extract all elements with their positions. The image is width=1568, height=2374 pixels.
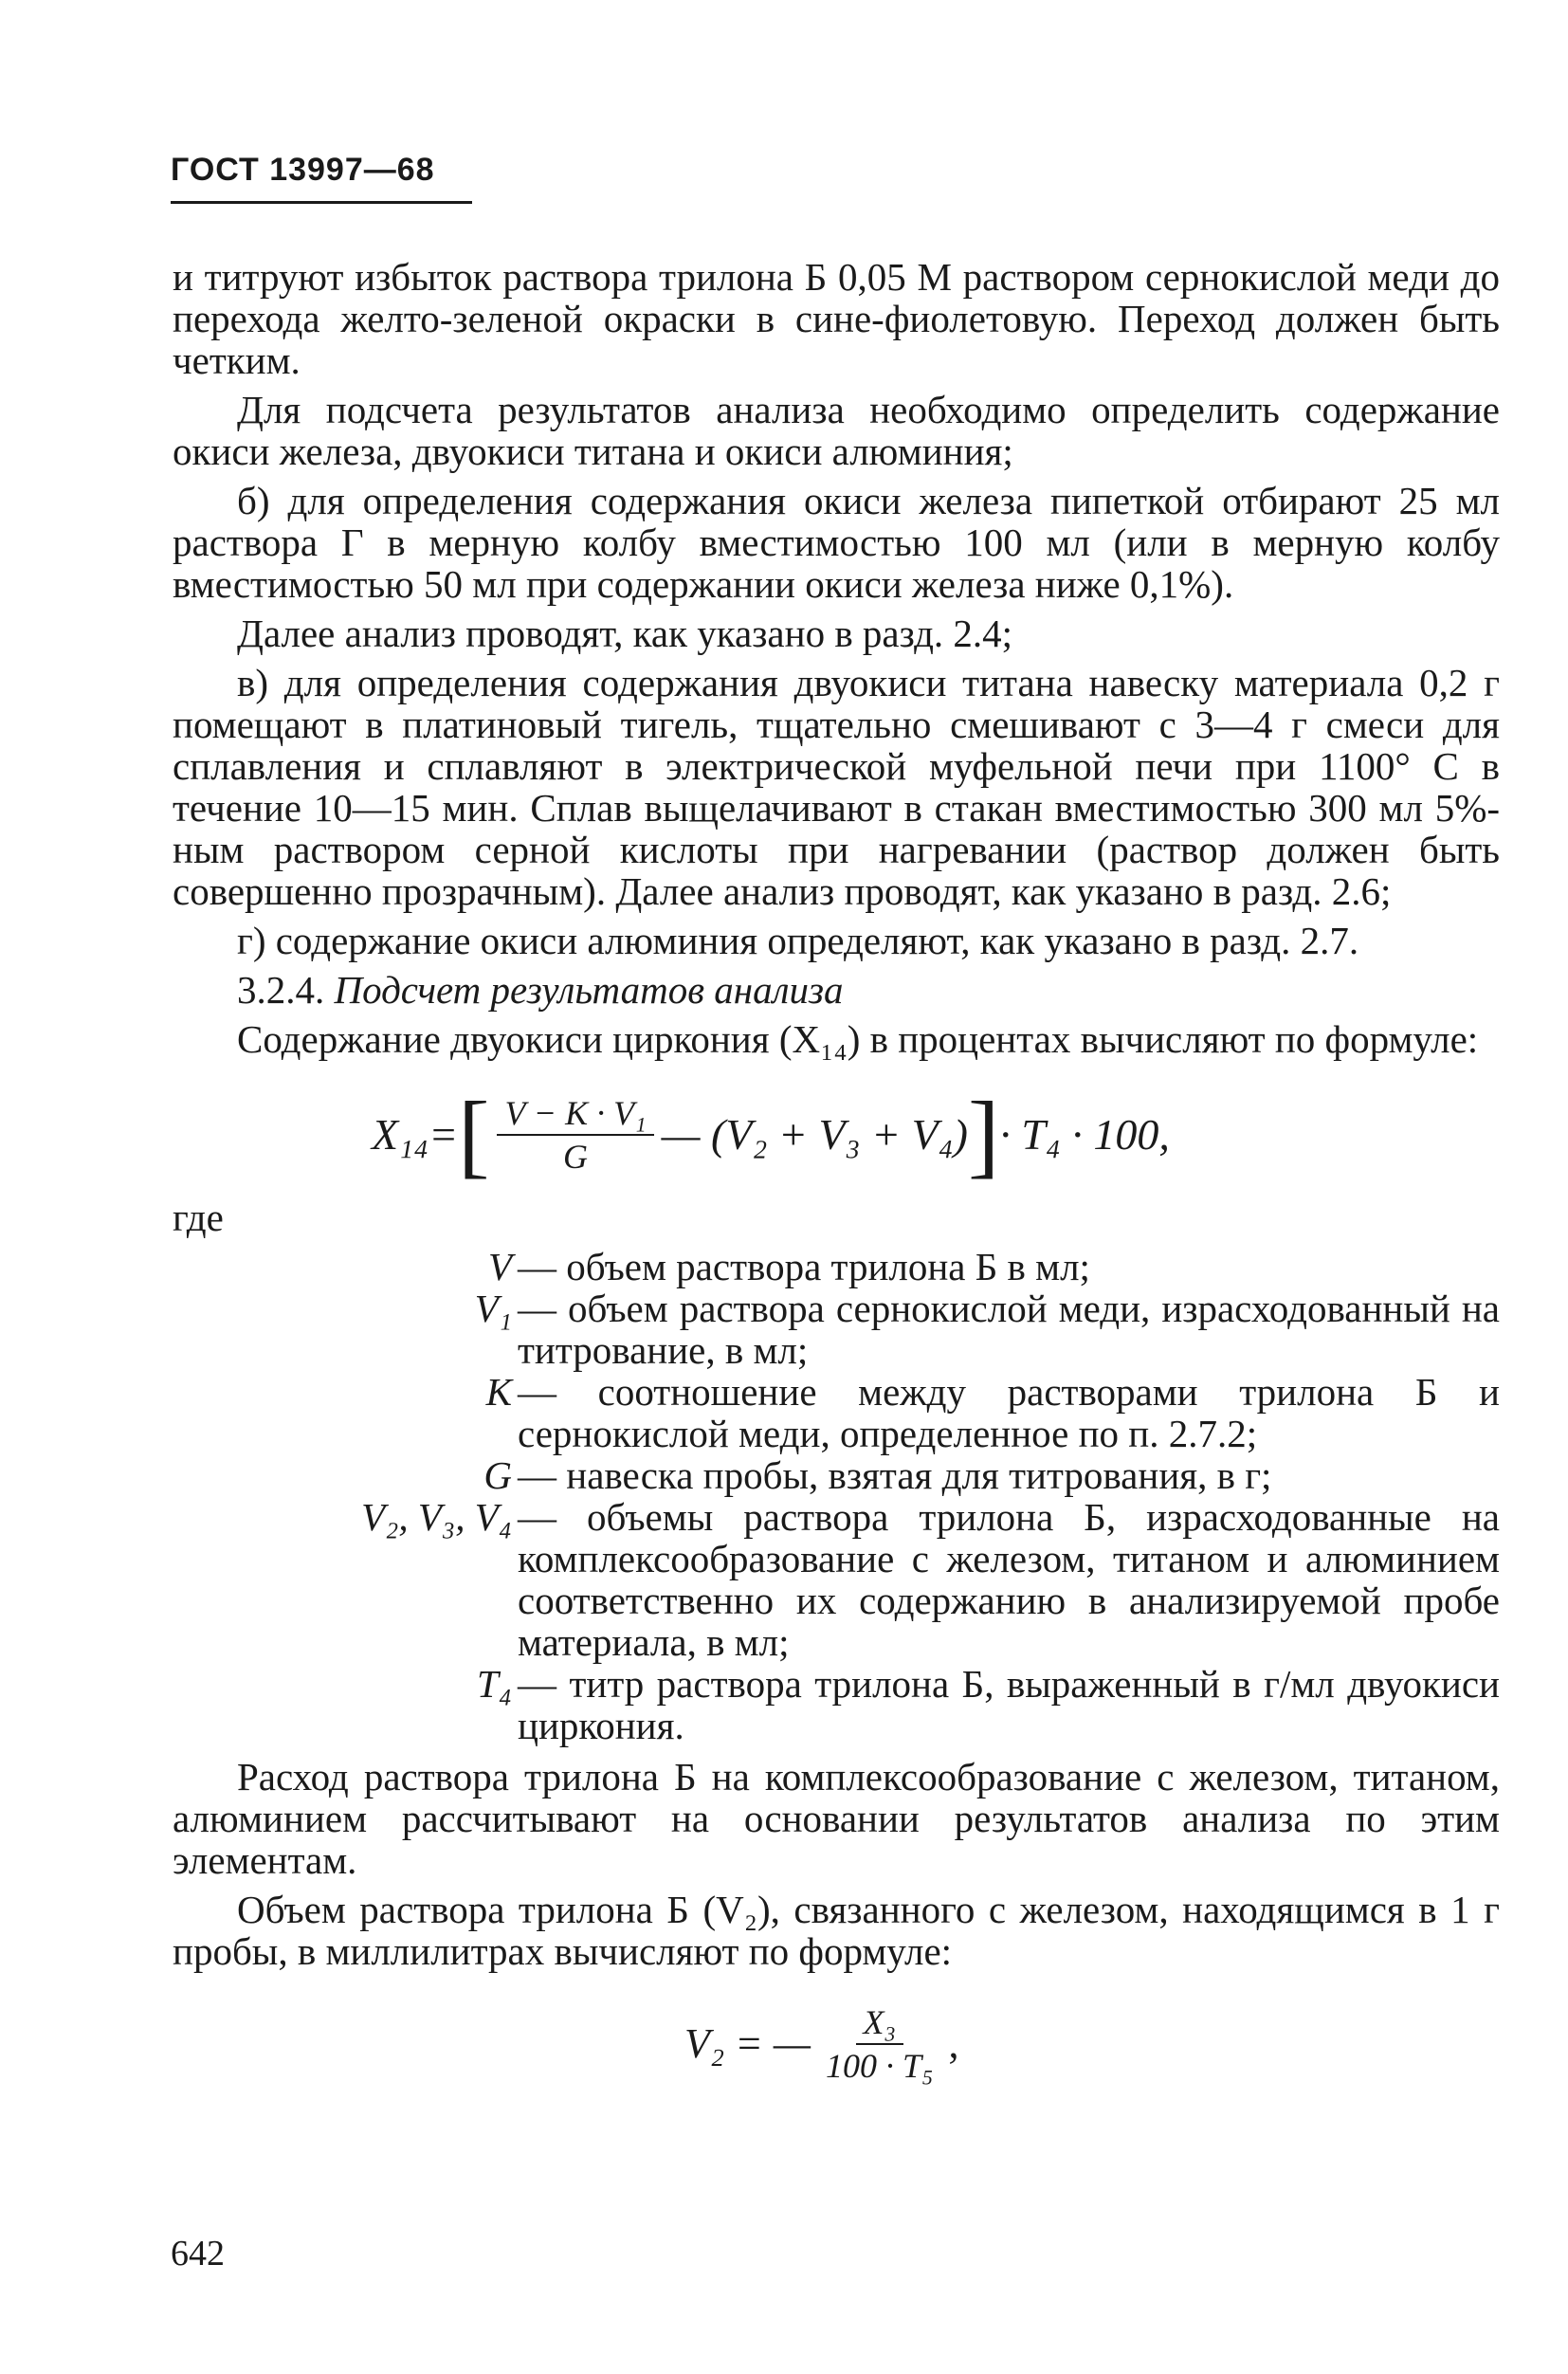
fraction-denominator: G <box>563 1138 589 1176</box>
definition-text: — объем раствора сернокислой меди, израсходованный на титрование, в мл; <box>518 1287 1500 1372</box>
definition-text: — соотношение между растворами трилона Б и сернокислой меди, определенное по п. 2.7.2; <box>518 1370 1500 1455</box>
formula-x14 <box>173 1083 1500 1187</box>
formula-lhs: X₁₄= <box>372 1110 459 1159</box>
formula-lhs: V₂ = — <box>684 2020 811 2067</box>
section-heading <box>173 969 1500 1011</box>
left-bracket: [ <box>458 1082 490 1187</box>
fraction-denominator: 100 · T₅ <box>826 2047 934 2085</box>
definition-text: — объемы раствора трилона Б, израсходованные на комплексообразование с железом, титаном и алюминием соответственно их содержанию в анализируемой пробе материала, в мл; <box>518 1495 1500 1664</box>
paragraph: в) для определения содержания двуокиси титана навеску материала 0,2 г помещают в платиновый тигель, тщательно смешивают с 3—4 г смеси для сплавления и сплавляют в электрической муфельной печи при 1100° С в течение 10—15 мин. Сплав выщелачивают в стакан вместимостью 300 мл 5%-ным раствором серной кислоты при нагревании (раствор должен быть совершенно прозрачным). Далее анализ проводят, как указано в разд. 2.6; <box>173 661 1500 913</box>
fraction <box>497 1092 653 1178</box>
fraction-numerator: X₃ <box>856 2001 904 2045</box>
definition-symbol: V₁ <box>474 1287 512 1330</box>
section-number: 3.2.4. <box>237 968 325 1012</box>
definition-item <box>173 1454 1500 1496</box>
right-bracket: ] <box>968 1082 1000 1187</box>
paragraph: Далее анализ проводят, как указано в разд. 2.4; <box>237 612 1013 655</box>
definition-symbol: V₂, V₃, V₄ <box>361 1495 512 1539</box>
definition-item <box>173 1287 1500 1371</box>
paragraph: Расход раствора трилона Б на комплексообразование с железом, титаном, алюминием рассчитывают на основании результатов анализа по этим элементам. <box>173 1755 1500 1882</box>
paragraph: Содержание двуокиси циркония (X₁₄) в процентах вычисляют по формуле: <box>237 1017 1479 1061</box>
document-body <box>173 256 1500 2101</box>
document-header: ГОСТ 13997—68 <box>171 152 435 188</box>
where-label: где <box>173 1196 224 1239</box>
paragraph: Для подсчета результатов анализа необходимо определить содержание окиси железа, двуокиси титана и окиси алюминия; <box>173 388 1500 473</box>
definition-text: — навеска пробы, взятая для титрования, в г; <box>518 1453 1272 1497</box>
definition-item <box>173 1246 1500 1287</box>
definition-item <box>173 1496 1500 1663</box>
paragraph: г) содержание окиси алюминия определяют, как указано в разд. 2.7. <box>237 919 1359 962</box>
formula-middle: — (V₂ + V₃ + V₄) <box>661 1110 968 1159</box>
paragraph: Объем раствора трилона Б (V₂), связанного с железом, находящимся в 1 г пробы, в миллилитрах вычисляют по формуле: <box>173 1888 1500 1973</box>
definition-symbol: T₄ <box>476 1662 512 1706</box>
definition-symbol: V <box>487 1245 512 1288</box>
definition-symbol: K <box>485 1370 512 1414</box>
definition-symbol: G <box>483 1453 512 1497</box>
definition-item <box>173 1371 1500 1454</box>
formula-v2 <box>173 1987 1500 2101</box>
definition-text: — титр раствора трилона Б, выраженный в г/мл двуокиси циркония. <box>518 1662 1500 1747</box>
section-title: Подсчет результатов анализа <box>334 968 844 1012</box>
formula-tail: , <box>948 2020 959 2067</box>
fraction-numerator: V − K · V₁ <box>497 1092 653 1136</box>
paragraph: б) для определения содержания окиси железа пипеткой отбирают 25 мл раствора Г в мерную колбу вместимостью 100 мл (или в мерную колбу вместимостью 50 мл при содержании окиси железа ниже 0,1%). <box>173 479 1500 606</box>
definition-text: — объем раствора трилона Б в мл; <box>518 1245 1090 1288</box>
definitions-list <box>173 1246 1500 1746</box>
formula-tail: · T₄ · 100, <box>999 1110 1170 1159</box>
definition-item <box>173 1663 1500 1746</box>
header-rule <box>171 201 472 204</box>
paragraph: и титруют избыток раствора трилона Б 0,05 М раствором сернокислой меди до перехода желто-зеленой окраски в сине-фиолетовую. Переход должен быть четким. <box>173 255 1500 382</box>
fraction <box>818 2001 941 2087</box>
page-number: 642 <box>171 2234 225 2274</box>
